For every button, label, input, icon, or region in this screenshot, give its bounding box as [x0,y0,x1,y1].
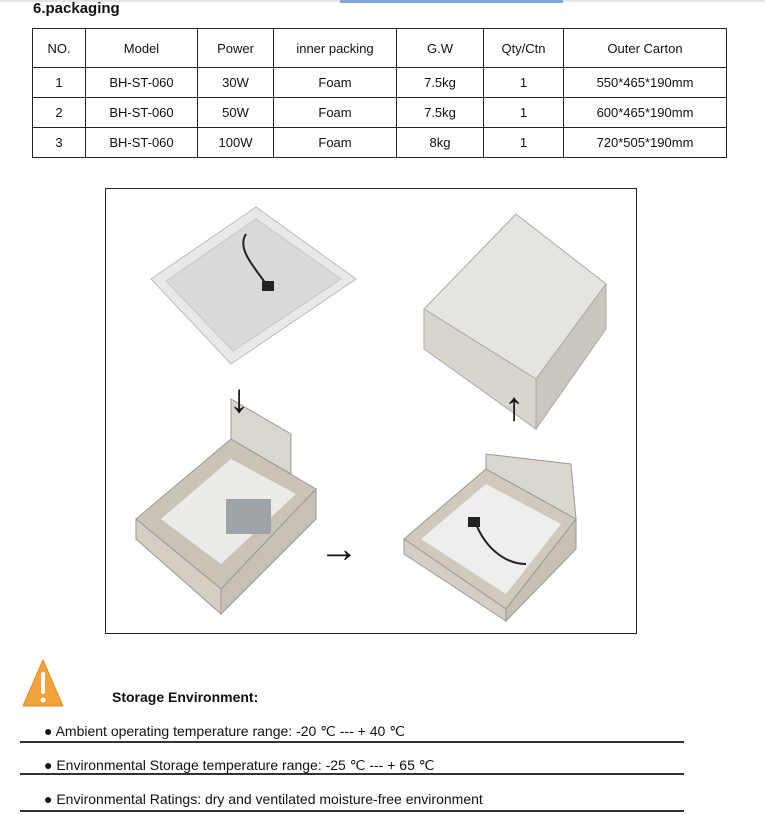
section-title: 6.packaging [33,0,120,17]
divider [20,773,684,775]
cell: BH-ST-060 [86,128,198,158]
table-row [33,98,727,128]
cell: Foam [274,68,397,98]
solar-panel-image [151,207,356,364]
cell: 1 [484,68,564,98]
header-cell: G.W [397,29,484,68]
storage-item: ● Environmental Ratings: dry and ventilated moisture-free environment [44,791,483,807]
cell: 2 [33,98,86,128]
arrow-down-icon: ↓ [229,377,249,421]
table-row [33,128,727,158]
packaging-steps-photo [105,188,637,634]
open-carton-with-foam-image [136,399,316,614]
arrow-up-icon: ↑ [504,385,524,429]
packaging-illustration [106,189,636,633]
cell: 50W [198,98,274,128]
header-cell: Qty/Ctn [484,29,564,68]
open-carton-with-panel-image [404,454,576,621]
header-cell: inner packing [274,29,397,68]
cell: BH-ST-060 [86,68,198,98]
storage-item: ● Ambient operating temperature range: -20 ℃ --- + 40 ℃ [44,723,405,739]
header-cell: NO. [33,29,86,68]
cell: BH-ST-060 [86,98,198,128]
header-cell: Outer Carton [564,29,727,68]
cell: 1 [484,98,564,128]
cell: 720*505*190mm [564,128,727,158]
cell: Foam [274,98,397,128]
storage-item: ● Environmental Storage temperature range: -25 ℃ --- + 65 ℃ [44,757,435,773]
cell: 100W [198,128,274,158]
warning-icon [22,658,64,710]
table-row [33,68,727,98]
header-cell: Power [198,29,274,68]
cell: 7.5kg [397,68,484,98]
cell: 600*465*190mm [564,98,727,128]
divider [20,741,684,743]
cell: Foam [274,128,397,158]
cell: 8kg [397,128,484,158]
cell: 1 [484,128,564,158]
top-accent-bar [340,0,563,3]
arrow-right-icon: → [319,527,359,571]
table-header-row [33,29,727,68]
packaging-table [32,28,727,158]
cell: 3 [33,128,86,158]
storage-title: Storage Environment: [112,689,259,705]
cell: 30W [198,68,274,98]
cell: 550*465*190mm [564,68,727,98]
divider [20,810,684,812]
cell: 1 [33,68,86,98]
cell: 7.5kg [397,98,484,128]
header-cell: Model [86,29,198,68]
